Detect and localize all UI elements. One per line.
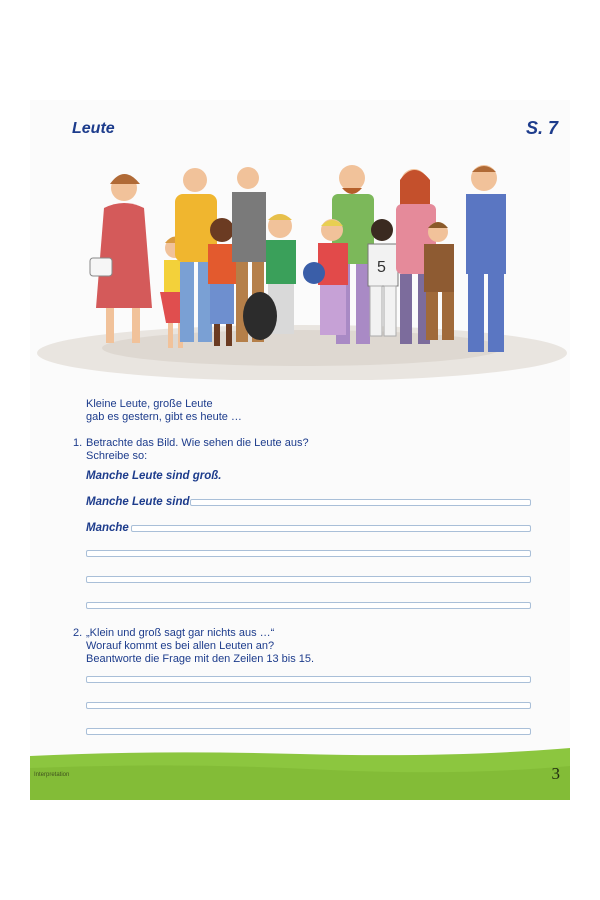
- writing-line-3[interactable]: [86, 550, 531, 557]
- task-1-number: 1.: [73, 437, 83, 449]
- writing-line-5[interactable]: [86, 602, 531, 609]
- task-2-line-3: Beantworte die Frage mit den Zeilen 13 bis 15.: [86, 653, 315, 665]
- task-2-instructions: [73, 627, 315, 666]
- writing-line-1[interactable]: [190, 499, 531, 506]
- task-2-number: 2.: [73, 627, 83, 639]
- grass-footer: [30, 748, 570, 800]
- footer-label: Interpretation: [34, 772, 70, 778]
- writing-line-8[interactable]: [86, 728, 531, 735]
- worksheet-page: [30, 100, 570, 800]
- task-2-line-2: Worauf kommt es bei allen Leuten an?: [86, 640, 275, 652]
- task-2-line-1: „Klein und groß sagt gar nichts aus …“: [86, 627, 275, 639]
- task-1-line-1: Betrachte das Bild. Wie sehen die Leute aus?: [86, 437, 309, 449]
- example-sentence-1: Manche Leute sind groß.: [86, 470, 222, 482]
- example-sentence-2: Manche Leute sind: [86, 496, 190, 508]
- example-sentence-3: Manche: [86, 522, 129, 534]
- page-title: Leute: [72, 120, 115, 137]
- intro-line-1: Kleine Leute, große Leute: [86, 398, 213, 410]
- writing-line-6[interactable]: [86, 676, 531, 683]
- writing-line-2[interactable]: [131, 525, 531, 532]
- svg-text:5: 5: [377, 259, 386, 276]
- page-reference: S. 7: [525, 118, 558, 138]
- writing-line-4[interactable]: [86, 576, 531, 583]
- task-1-line-2: Schreibe so:: [86, 450, 148, 462]
- page-number: 3: [551, 764, 560, 783]
- writing-line-7[interactable]: [86, 702, 531, 709]
- people-illustration: [32, 148, 568, 380]
- task-1-instructions: [73, 437, 309, 463]
- intro-verse: [86, 398, 242, 424]
- intro-line-2: gab es gestern, gibt es heute …: [86, 411, 242, 423]
